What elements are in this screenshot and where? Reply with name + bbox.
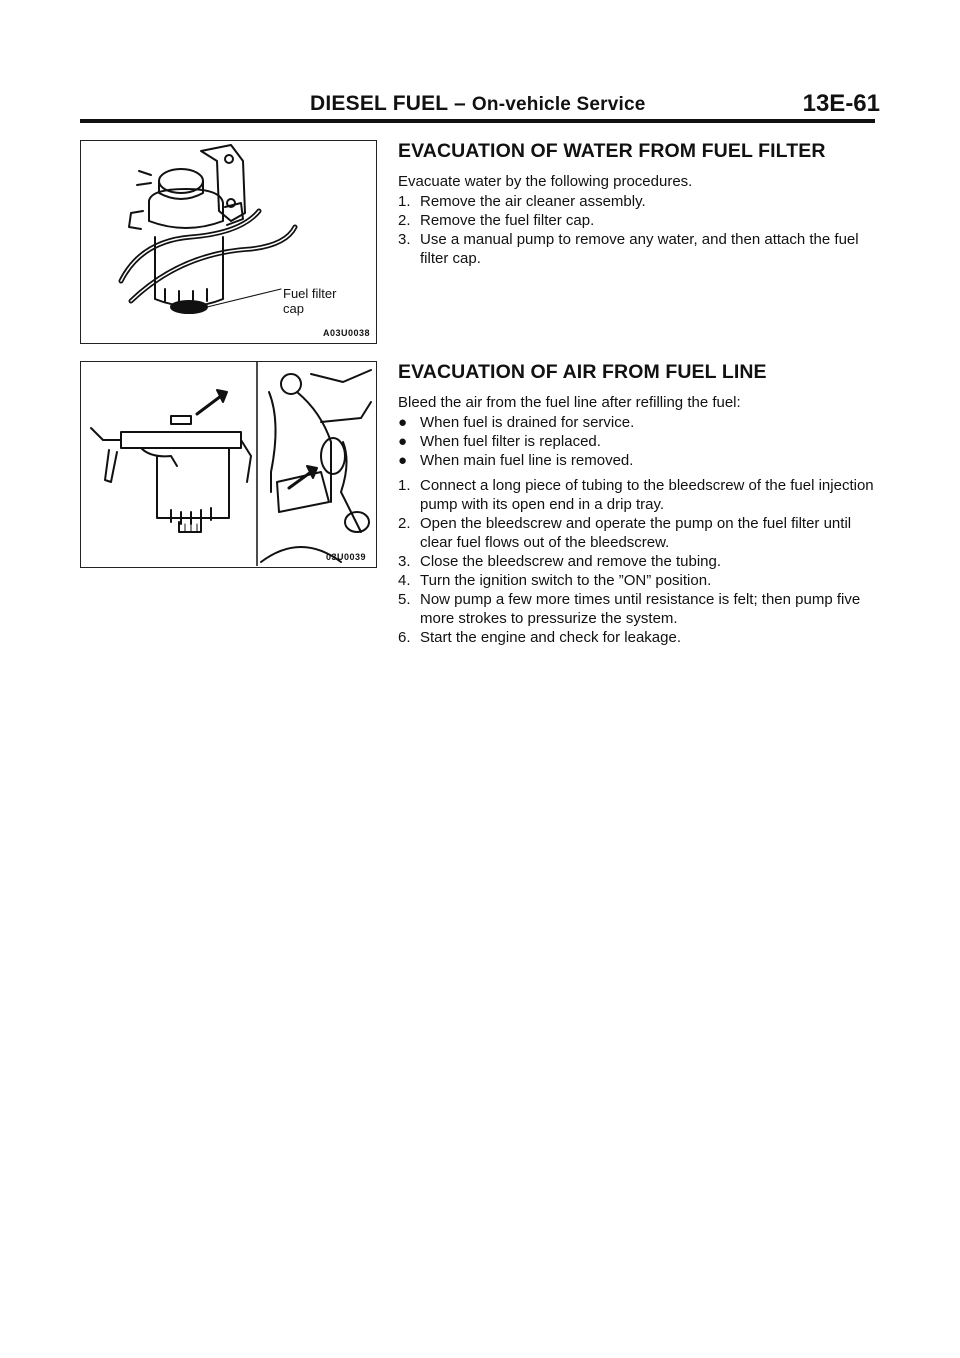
step-text: Use a manual pump to remove any water, and then attach the fuel filter cap. [420,231,859,267]
step-item [398,571,880,590]
step-list [398,192,880,268]
bullet-icon: ● [398,452,408,469]
bleedscrew-illustration [81,362,375,566]
step-item [398,552,880,571]
step-number: 3. [398,553,411,570]
figure-fuel-filter [80,140,377,344]
callout-line-2: cap [283,301,304,316]
condition-item [398,432,880,451]
step-text: Close the bleedscrew and remove the tubing. [420,553,722,570]
section-intro: Bleed the air from the fuel line after refilling the fuel: [398,394,741,411]
callout-line-1: Fuel filter [283,286,337,301]
step-item [398,514,880,552]
step-number: 6. [398,629,411,646]
bullet-icon: ● [398,414,408,431]
section-air-evacuation [398,361,880,647]
figure-code: A03U0038 [322,328,370,338]
page-number: 13E-61 [802,90,880,117]
step-number: 2. [398,515,411,532]
step-text: Connect a long piece of tubing to the bleedscrew of the fuel injection pump with its open end in a drip tray. [420,477,874,513]
figure-code: 03U0039 [325,552,366,562]
step-number: 1. [398,477,411,494]
step-list [398,476,880,647]
step-text: Open the bleedscrew and operate the pump on the fuel filter until clear fuel flows out of the bleedscrew. [420,515,852,551]
fuel-filter-cap-callout [283,286,336,316]
step-text: Remove the fuel filter cap. [420,212,595,229]
step-number: 5. [398,591,411,608]
step-item [398,590,880,628]
step-number: 4. [398,572,411,589]
section-title: EVACUATION OF WATER FROM FUEL FILTER [398,140,826,162]
section-intro: Evacuate water by the following procedures. [398,173,693,190]
page-header [80,88,880,124]
condition-item [398,413,880,432]
step-item [398,230,880,268]
page-title [310,92,646,116]
step-item [398,192,880,211]
step-number: 3. [398,231,411,248]
section-title: EVACUATION OF AIR FROM FUEL LINE [398,361,767,383]
condition-text: When main fuel line is removed. [420,452,634,469]
page-title-main: DIESEL FUEL – [310,92,466,115]
bullet-icon: ● [398,433,408,450]
step-text: Start the engine and check for leakage. [420,629,682,646]
step-number: 1. [398,193,411,210]
page-title-sub: On-vehicle Service [471,94,646,115]
step-item [398,211,880,230]
condition-item [398,451,880,470]
header-rule [80,119,875,123]
step-text: Now pump a few more times until resistance is felt; then pump five more strokes to pressurize the system. [420,591,861,627]
step-text: Remove the air cleaner assembly. [420,193,646,210]
condition-list [398,413,880,470]
section-water-evacuation [398,140,880,268]
step-item [398,476,880,514]
figure-bleedscrew [80,361,377,568]
condition-text: When fuel filter is replaced. [420,433,601,450]
step-number: 2. [398,212,411,229]
step-item [398,628,880,647]
step-text: Turn the ignition switch to the ”ON” position. [420,572,712,589]
condition-text: When fuel is drained for service. [420,414,635,431]
